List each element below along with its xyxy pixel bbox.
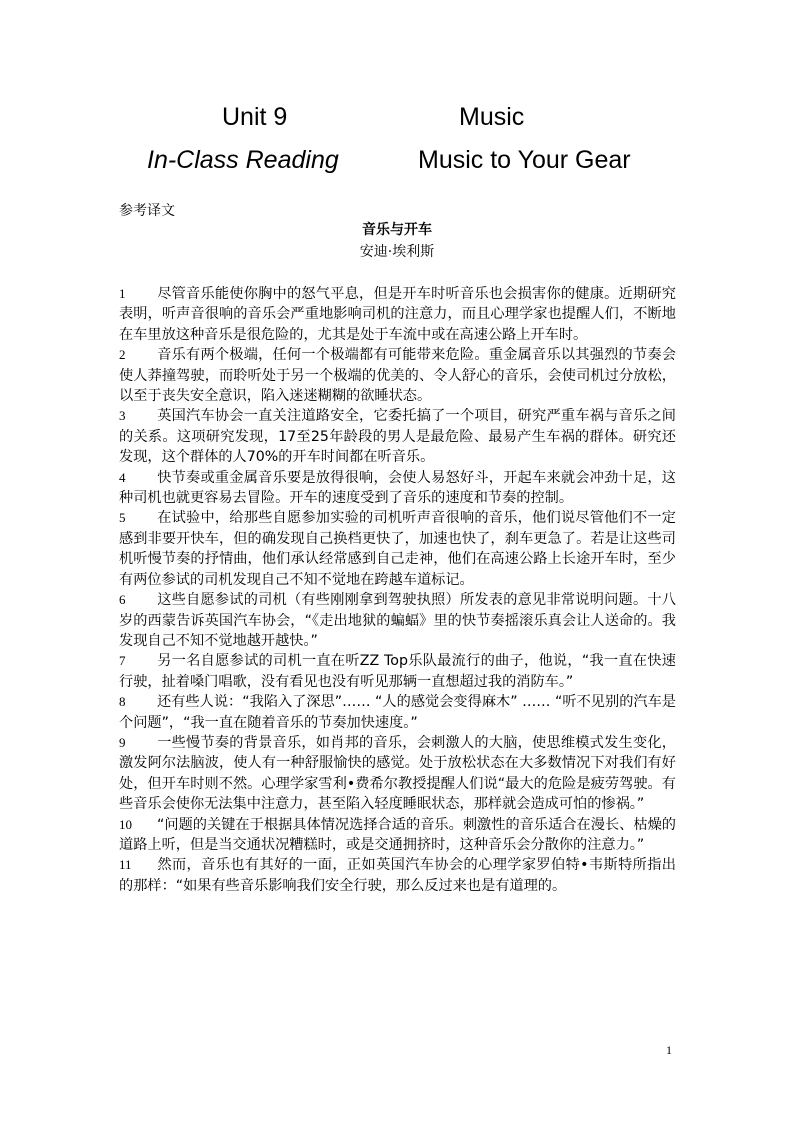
paragraph-number: 4 xyxy=(119,469,126,485)
paragraph xyxy=(119,508,676,590)
paragraph-text: 另一名自愿参试的司机一直在听ZZ Top乐队最流行的曲子，他说，“我一直在快速行驶，扯着嗓门唱歌，没有看见也没有听见那辆一直想超过我的消防车。” xyxy=(119,653,676,690)
paragraph-text: “问题的关键在于根据具体情况选择合适的音乐。刺激性的音乐适合在漫长、枯燥的道路上听，但是当交通状况糟糕时，或是交通拥挤时，这种音乐会分散你的注意力。” xyxy=(119,816,676,853)
reading-label: In-Class Reading xyxy=(147,146,339,174)
paragraph-number: 2 xyxy=(119,347,126,363)
paragraph xyxy=(119,345,676,406)
paragraph-number: 11 xyxy=(119,857,132,873)
paragraph-number: 7 xyxy=(119,653,126,669)
paragraph-text: 英国汽车协会一直关注道路安全，它委托搞了一个项目，研究严重车祸与音乐之间的关系。这项研究发现，17至25年龄段的男人是最危险、最易产生车祸的群体。研究还发现，这个群体的人70%的开车时间都在听音乐。 xyxy=(119,408,676,466)
unit-topic: Music xyxy=(459,103,525,131)
paragraph-text: 还有些人说：“我陷入了深思”…… “人的感觉会变得麻木” …… “听不见别的汽车是个问题”，“我一直在随着音乐的节奏加快速度。” xyxy=(119,694,676,731)
paragraph-number: 1 xyxy=(119,286,126,301)
paragraph xyxy=(119,815,676,856)
paragraph-number: 5 xyxy=(119,510,126,526)
paragraph xyxy=(119,733,676,815)
paragraph-text: 尽管音乐能使你胸中的怒气平息，但是开车时听音乐也会损害你的健康。近期研究表明，听声音很响的音乐会严重地影响司机的注意力，而且心理学家也提醒人们，不断地在车里放这种音乐是很危险的，尤其是处于车流中或在高速公路上开车时。 xyxy=(119,286,676,343)
paragraph xyxy=(119,406,676,467)
translation-author: 安迪·埃利斯 xyxy=(359,244,435,260)
paragraph xyxy=(119,855,676,896)
paragraph-number: 10 xyxy=(119,816,132,832)
paragraph-number: 6 xyxy=(119,592,126,608)
paragraph xyxy=(119,651,676,692)
paragraph-text: 然而，音乐也有其好的一面，正如英国汽车协会的心理学家罗伯特•韦斯特所指出的那样：“如果有些音乐影响我们安全行驶，那么反过来也是有道理的。 xyxy=(119,857,676,894)
paragraph-text: 音乐有两个极端，任何一个极端都有可能带来危险。重金属音乐以其强烈的节奏会使人莽撞驾驶，而聆听处于另一个极端的优美的、令人舒心的音乐，会使司机过分放松，以至于丧失安全意识，陷入迷迷糊糊的欲睡状态。 xyxy=(119,347,676,405)
translation-body xyxy=(119,284,676,896)
passage-title: Music to Your Gear xyxy=(418,146,631,174)
paragraph-number: 9 xyxy=(119,734,126,750)
paragraph-number: 3 xyxy=(119,408,126,424)
paragraph xyxy=(119,468,676,509)
paragraph-text: 快节奏或重金属音乐要是放得很响，会使人易怒好斗，开起车来就会冲劲十足，这种司机也就更容易去冒险。开车的速度受到了音乐的速度和节奏的控制。 xyxy=(119,469,676,507)
translation-title: 音乐与开车 xyxy=(362,222,432,238)
paragraph-text: 在试验中，给那些自愿参加实验的司机听声音很响的音乐，他们说尽管他们不一定感到非要开快车，但的确发现自己换档更快了，加速也快了，刹车更急了。若是让这些司机听慢节奏的抒情曲，他们承认经常感到自己走神，他们在高速公路上长途开车时，至少有两位参试的司机发现自己不知不觉地在跨越车道标记。 xyxy=(119,510,676,588)
page-number: 1 xyxy=(666,1043,672,1057)
paragraph-text: 一些慢节奏的背景音乐，如肖邦的音乐，会刺激人的大脑，使思维模式发生变化，激发阿尔法脑波，使人有一种舒服愉快的感觉。处于放松状态在大多数情况下对我们有好处，但开车时则不然。心理学家雪利•费希尔教授提醒人们说“最大的危险是疲劳驾驶。有些音乐会使你无法集中注意力，甚至陷入轻度睡眠状态，那样就会造成可怕的惨祸。” xyxy=(119,734,676,813)
paragraph xyxy=(119,284,676,345)
paragraph xyxy=(119,590,676,651)
paragraph xyxy=(119,692,676,733)
reference-translation-label: 参考译文 xyxy=(119,203,175,219)
paragraph-text: 这些自愿参试的司机（有些刚刚拿到驾驶执照）所发表的意见非常说明问题。十八岁的西蒙告诉英国汽车协会，“《走出地狱的蝙蝠》里的快节奏摇滚乐真会让人送命的。我发现自己不知不觉地越开越快。” xyxy=(119,592,676,649)
paragraph-number: 8 xyxy=(119,694,126,710)
unit-label: Unit 9 xyxy=(222,103,288,131)
